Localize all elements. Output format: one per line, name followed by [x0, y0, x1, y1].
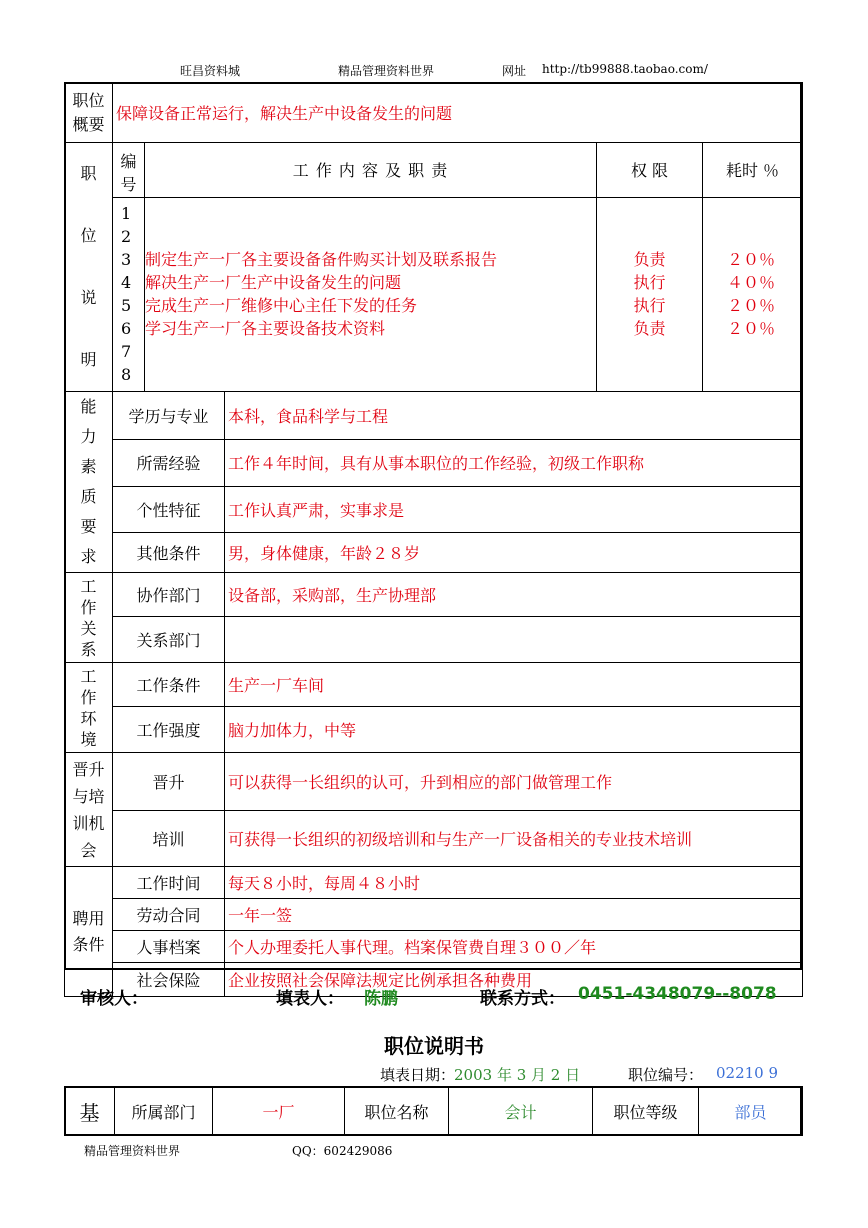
dept-value: 一厂	[213, 1087, 345, 1136]
footer-world: 精品管理资料世界	[84, 1144, 181, 1158]
contact-label: 联系方式：	[480, 989, 565, 1009]
ability-label: 其他条件	[113, 532, 225, 572]
code-value: 02210 9	[716, 1064, 779, 1082]
environment-cat-char: 境	[80, 729, 97, 749]
environment-cat-char: 环	[80, 708, 97, 728]
duty-authority: 执行	[633, 272, 666, 292]
environment-label: 工作强度	[113, 707, 225, 753]
employment-row	[65, 899, 803, 931]
ability-cat-char: 质	[80, 487, 97, 506]
basic-info-row	[65, 1087, 803, 1136]
relations-value	[225, 617, 803, 663]
employment-value: 企业按照社会保障法规定比例承担各种费用	[225, 963, 803, 997]
relations-row	[65, 573, 803, 617]
ability-category	[65, 392, 113, 573]
environment-cat-char: 作	[80, 687, 97, 707]
duties-category-text	[65, 143, 112, 391]
promotion-label: 培训	[113, 811, 225, 867]
summary-label: 职位概要	[65, 83, 113, 143]
duties-body-row	[65, 197, 803, 391]
promotion-row	[65, 811, 803, 867]
ability-row	[65, 486, 803, 532]
relations-cat-char: 工	[80, 576, 97, 596]
ability-cat-char: 求	[80, 547, 97, 566]
relations-row	[65, 617, 803, 663]
dept-label: 所属部门	[115, 1087, 213, 1136]
ability-cat-char: 素	[80, 457, 97, 476]
date-label: 填表日期：	[380, 1066, 456, 1084]
duty-authority: 负责	[633, 249, 666, 269]
duty-number: 7	[121, 341, 132, 361]
duties-cat-char-1: 职	[80, 164, 97, 183]
col-authority-header: 权 限	[597, 143, 703, 198]
duties-cat-char-3: 说	[80, 288, 97, 307]
ability-label: 所需经验	[113, 440, 225, 486]
ability-row	[65, 532, 803, 572]
promotion-value: 可获得一长组织的初级培训和与生产一厂设备相关的专业技术培训	[225, 811, 803, 867]
header-url[interactable]: http://tb99888.taobao.com/	[542, 62, 708, 76]
ability-cat-char: 能	[80, 397, 97, 416]
environment-row	[65, 707, 803, 753]
ability-value: 工作４年时间，具有从事本职位的工作经验，初级工作职称	[225, 440, 803, 486]
ability-label: 个性特征	[113, 486, 225, 532]
duties-cat-char-4: 明	[80, 350, 97, 369]
duty-times	[703, 197, 803, 391]
ability-row	[65, 440, 803, 486]
relations-cat-char: 作	[80, 597, 97, 617]
relations-category	[65, 573, 113, 663]
duty-authorities	[597, 197, 703, 391]
employment-row	[65, 867, 803, 899]
ability-row	[65, 392, 803, 440]
code-label: 职位编号：	[628, 1066, 704, 1084]
duties-header-row	[65, 143, 803, 198]
summary-row	[65, 83, 803, 143]
duties-cat-char-2: 位	[80, 226, 97, 245]
relations-value: 设备部，采购部，生产协理部	[225, 573, 803, 617]
promotion-cat-line: 训机	[72, 813, 105, 833]
ability-label: 学历与专业	[113, 392, 225, 440]
duty-contents	[145, 197, 597, 391]
relations-cat-char: 系	[80, 639, 97, 659]
filler-label: 填表人：	[276, 989, 344, 1009]
relations-label: 关系部门	[113, 617, 225, 663]
employment-label: 人事档案	[113, 931, 225, 963]
employment-label: 劳动合同	[113, 899, 225, 931]
promotion-cat-line: 与培	[72, 786, 105, 806]
grade-label: 职位等级	[593, 1087, 699, 1136]
basic-info-table	[64, 1086, 803, 1136]
duty-authority: 执行	[633, 295, 666, 315]
col-content-header: 工 作 内 容 及 职 责	[145, 143, 597, 198]
promotion-cat-line: 晋升	[72, 759, 105, 779]
duty-number: 6	[121, 318, 132, 338]
duty-number: 5	[121, 295, 132, 315]
summary-text: 保障设备正常运行，解决生产中设备发生的问题	[113, 83, 803, 143]
duty-number: 3	[121, 249, 132, 269]
header-url-label: 网址	[502, 64, 527, 78]
environment-value: 脑力加体力，中等	[225, 707, 803, 753]
ability-cat-char: 力	[80, 427, 97, 446]
duties-category	[65, 143, 113, 392]
col-number-header: 编号	[113, 143, 145, 198]
employment-cat-line: 条件	[72, 934, 105, 954]
duty-number: 8	[121, 364, 132, 384]
header-shop: 旺昌资料城	[180, 64, 241, 78]
duty-authority: 负责	[633, 318, 666, 338]
job-description-table	[64, 82, 803, 997]
document-title: 职位说明书	[384, 1034, 484, 1058]
promotion-category	[65, 753, 113, 867]
relations-label: 协作部门	[113, 573, 225, 617]
header-world: 精品管理资料世界	[338, 64, 435, 78]
promotion-label: 晋升	[113, 753, 225, 811]
environment-cat-char: 工	[80, 666, 97, 686]
relations-cat-char: 关	[80, 618, 97, 638]
environment-row	[65, 663, 803, 707]
grade-value: 部员	[699, 1087, 803, 1136]
duty-time: ４０％	[727, 272, 776, 292]
employment-label: 社会保险	[113, 963, 225, 997]
promotion-cat-line: 会	[80, 840, 97, 860]
employment-cat-line: 聘用	[72, 908, 105, 928]
basic-label: 基	[65, 1087, 115, 1136]
duty-number: 2	[121, 226, 132, 246]
ability-cat-char: 要	[80, 517, 97, 536]
ability-value: 工作认真严肃，实事求是	[225, 486, 803, 532]
environment-value: 生产一厂车间	[225, 663, 803, 707]
duty-numbers	[113, 197, 145, 391]
position-name-value: 会计	[449, 1087, 593, 1136]
duty-content: 完成生产一厂维修中心主任下发的任务	[145, 295, 418, 315]
employment-label: 工作时间	[113, 867, 225, 899]
duty-content: 解决生产一厂生产中设备发生的问题	[145, 272, 402, 292]
footer-qq: QQ：602429086	[292, 1144, 393, 1158]
employment-value: 一年一签	[225, 899, 803, 931]
duty-time: ２０％	[727, 295, 776, 315]
duty-time: ２０％	[727, 318, 776, 338]
environment-category	[65, 663, 113, 753]
col-time-header: 耗时 ％	[703, 143, 803, 198]
position-name-label: 职位名称	[345, 1087, 449, 1136]
contact-value: 0451-4348079--8078	[578, 984, 777, 1004]
filler-name: 陈鹏	[364, 989, 398, 1009]
promotion-value: 可以获得一长组织的认可，升到相应的部门做管理工作	[225, 753, 803, 811]
reviewer-label: 审核人：	[80, 989, 148, 1009]
duty-content: 学习生产一厂各主要设备技术资料	[145, 318, 386, 338]
employment-row	[65, 931, 803, 963]
date-value: 2003 年 3 月 2 日	[454, 1066, 581, 1084]
ability-value: 男，身体健康，年龄２８岁	[225, 532, 803, 572]
duty-number: 4	[121, 272, 132, 292]
duty-time: ２０％	[727, 249, 776, 269]
duty-content: 制定生产一厂各主要设备备件购买计划及联系报告	[145, 249, 498, 269]
employment-value: 每天８小时，每周４８小时	[225, 867, 803, 899]
environment-label: 工作条件	[113, 663, 225, 707]
employment-value: 个人办理委托人事代理。档案保管费自理３００／年	[225, 931, 803, 963]
employment-category	[65, 867, 113, 997]
duty-number: 1	[121, 203, 132, 223]
ability-value: 本科，食品科学与工程	[225, 392, 803, 440]
promotion-row	[65, 753, 803, 811]
